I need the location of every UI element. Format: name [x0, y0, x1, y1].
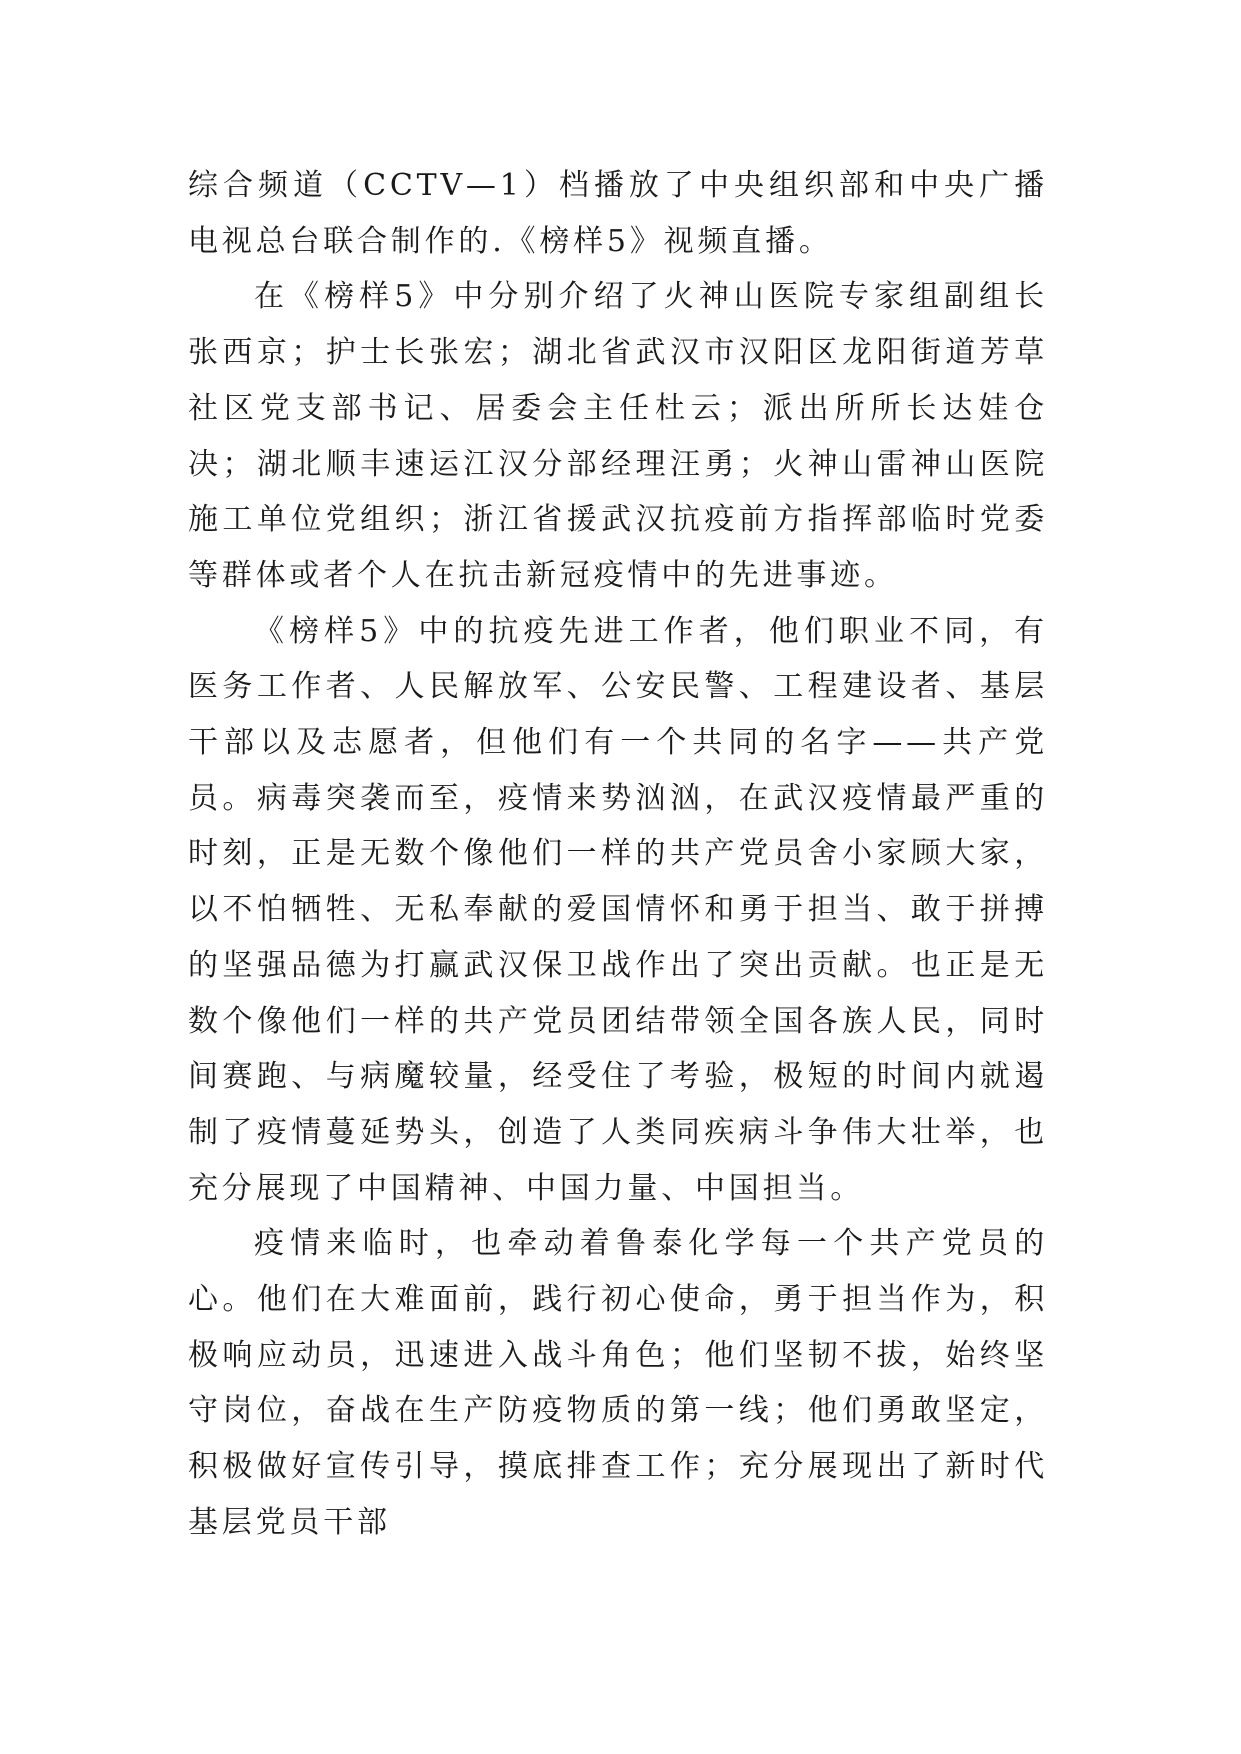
document-body: [188, 158, 1048, 1551]
paragraph-1: 综合频道（CCTV—1）档播放了中央组织部和中央广播电视总台联合制作的.《榜样5》视频直播。: [188, 168, 1048, 259]
paragraph-3: 《榜样5》中的抗疫先进工作者，他们职业不同，有医务工作者、人民解放军、公安民警、工程建设者、基层干部以及志愿者，但他们有一个共同的名字——共产党员。病毒突袭而至，疫情来势汹汹，在武汉疫情最严重的时刻，正是无数个像他们一样的共产党员舍小家顾大家，以不怕牺牲、无私奉献的爱国情怀和勇于担当、敢于拼搏的坚强品德为打赢武汉保卫战作出了突出贡献。也正是无数个像他们一样的共产党员团结带领全国各族人民，同时间赛跑、与病魔较量，经受住了考验，极短的时间内就遏制了疫情蔓延势头，创造了人类同疾病斗争伟大壮举，也充分展现了中国精神、中国力量、中国担当。: [188, 613, 1048, 1206]
paragraph-2: 在《榜样5》中分别介绍了火神山医院专家组副组长张西京；护士长张宏；湖北省武汉市汉阳区龙阳街道芳草社区党支部书记、居委会主任杜云；派出所所长达娃仓决；湖北顺丰速运江汉分部经理汪勇；火神山雷神山医院施工单位党组织；浙江省援武汉抗疫前方指挥部临时党委等群体或者个人在抗击新冠疫情中的先进事迹。: [188, 279, 1048, 593]
paragraph-4: 疫情来临时，也牵动着鲁泰化学每一个共产党员的心。他们在大难面前，践行初心使命，勇于担当作为，积极响应动员，迅速进入战斗角色；他们坚韧不拔，始终坚守岗位，奋战在生产防疫物质的第一线；他们勇敢坚定，积极做好宣传引导，摸底排查工作；充分展现出了新时代基层党员干部: [188, 1226, 1048, 1540]
